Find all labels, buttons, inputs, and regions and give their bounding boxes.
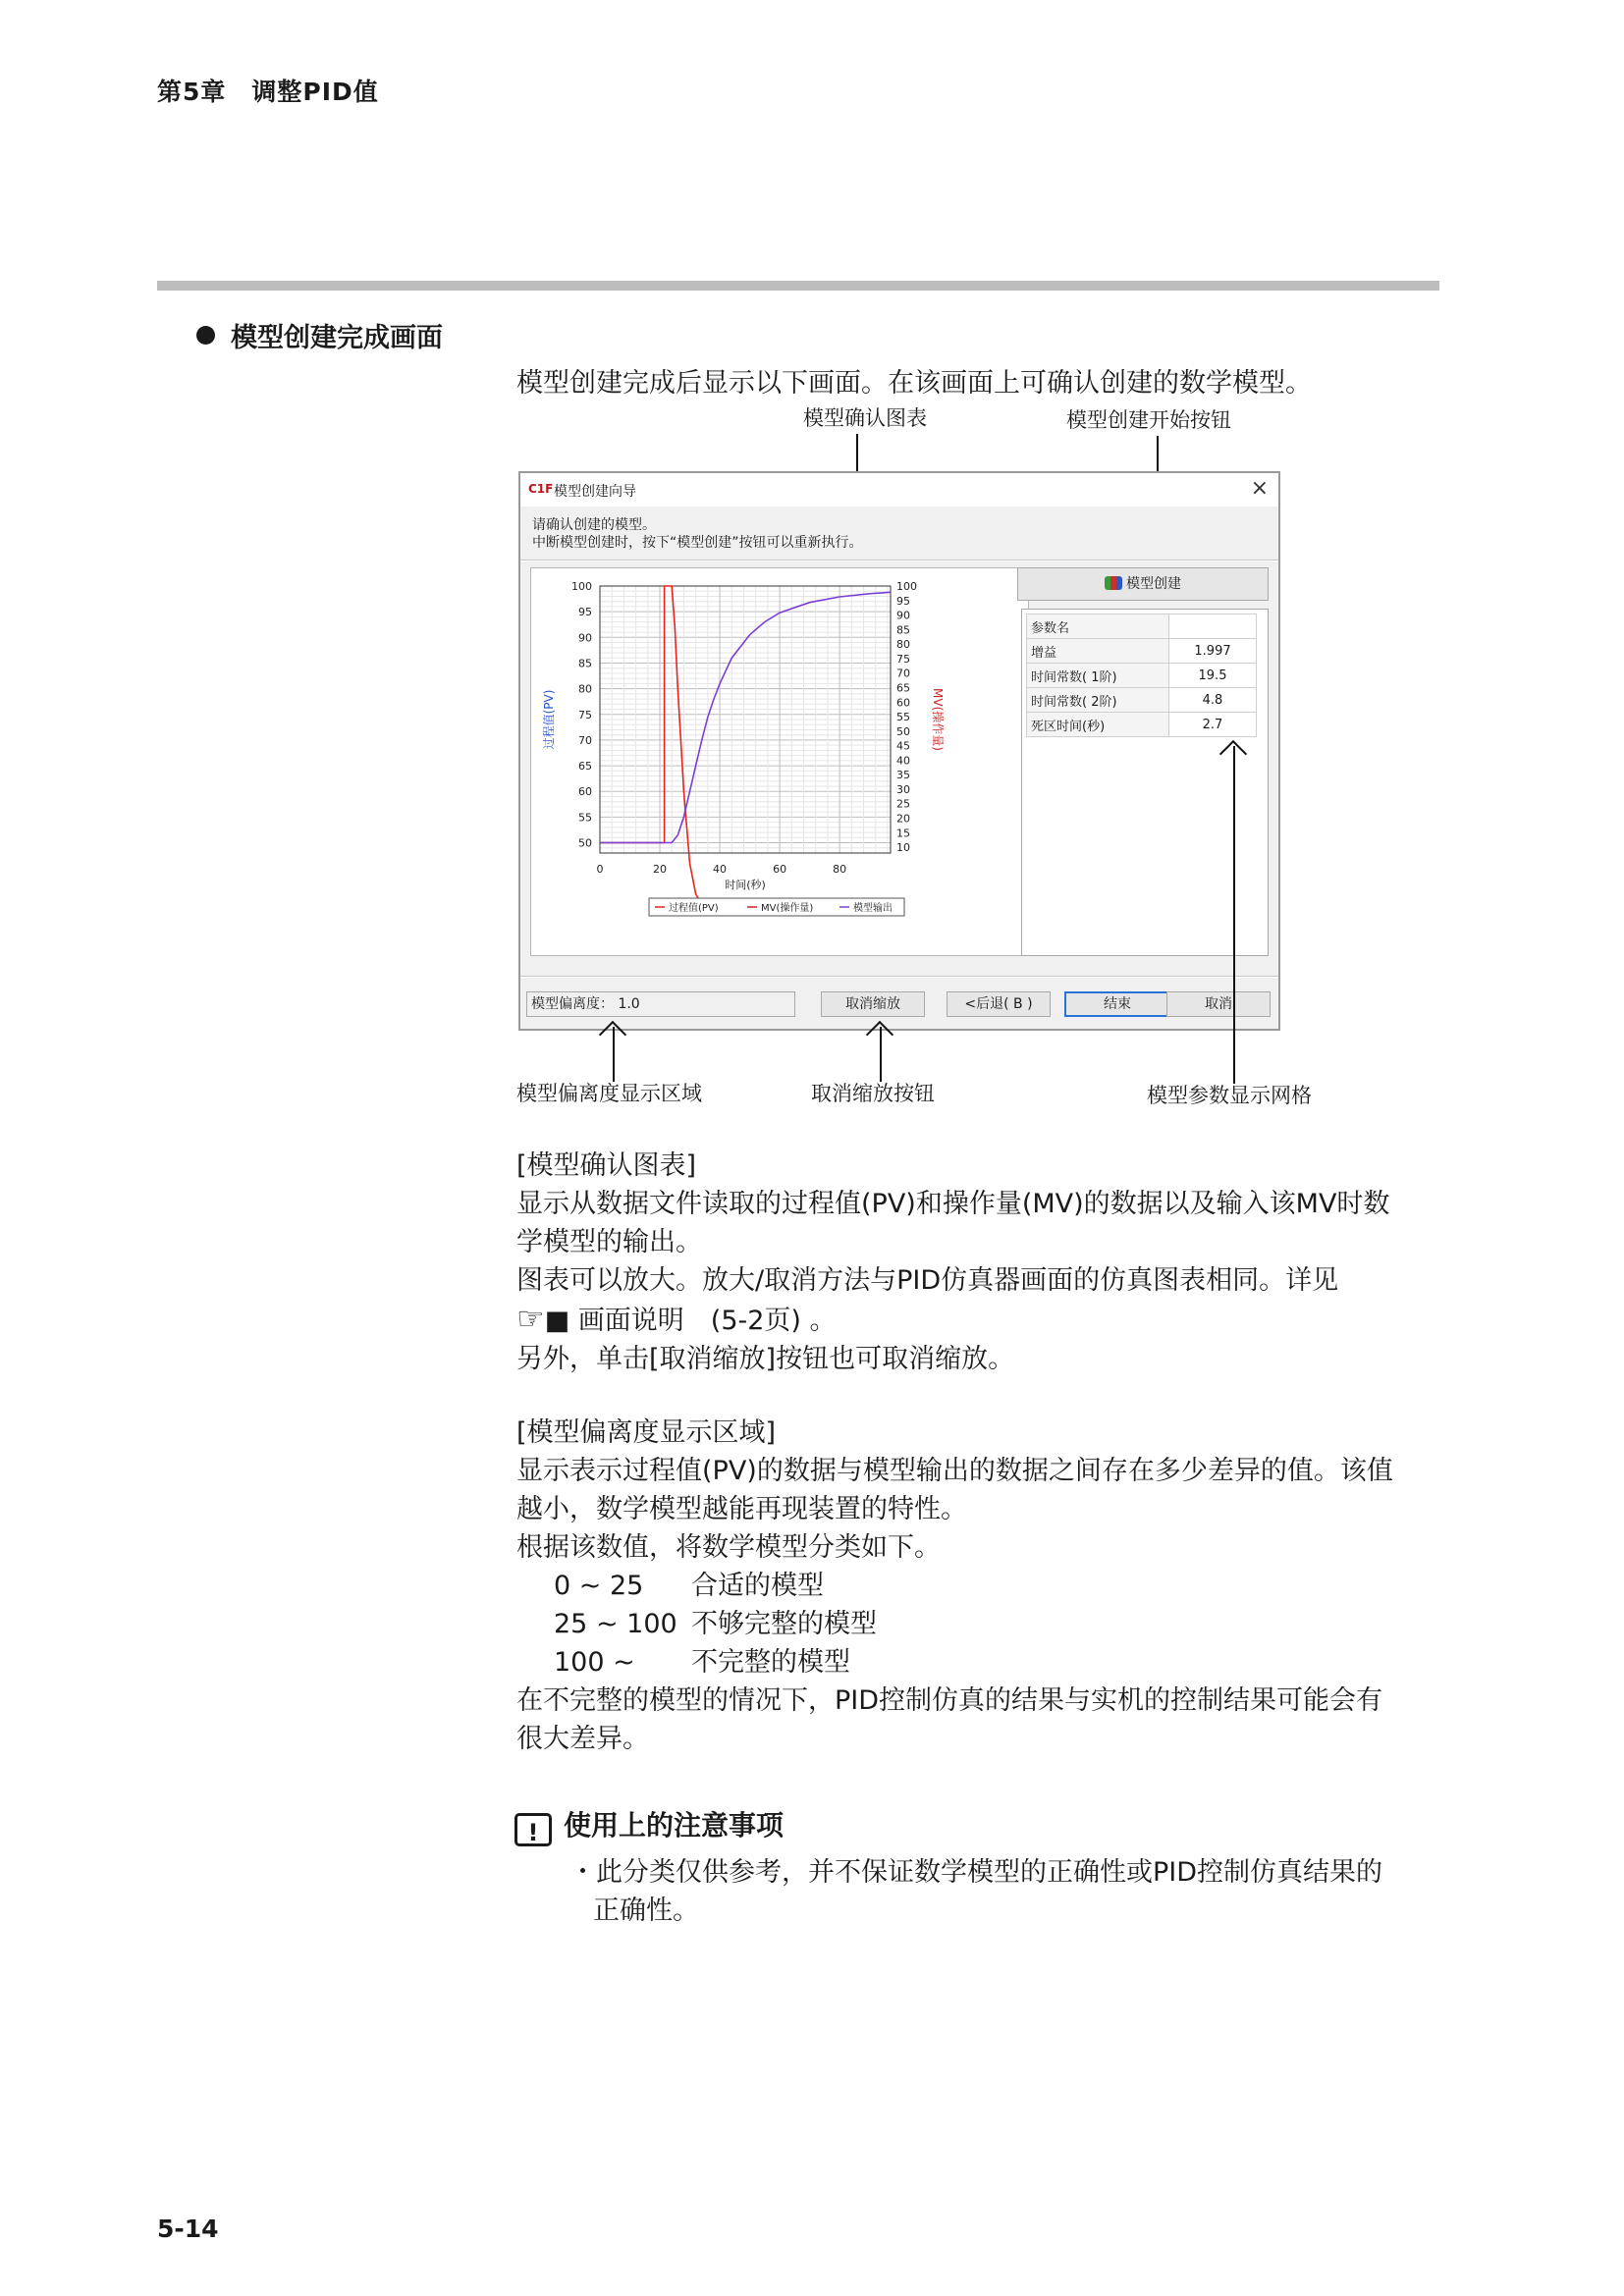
dialog-message-1: 请确认创建的模型。 <box>532 517 656 533</box>
deviation-description <box>516 1414 1449 1758</box>
y-tick-left: 70 <box>578 733 592 747</box>
table-row <box>1027 664 1257 688</box>
chart-line-1: 显示从数据文件读取的过程值(PV)和操作量(MV)的数据以及输入该MV时数 <box>516 1189 1390 1219</box>
y-axis-label-left: 过程值(PV) <box>542 689 556 750</box>
param-table <box>1026 614 1257 737</box>
y-tick-right: 55 <box>896 711 910 724</box>
y-tick-left: 90 <box>578 631 592 645</box>
y-tick-right: 75 <box>896 652 910 666</box>
legend-item: MV(操作量) <box>761 903 814 914</box>
param-value: 4.8 <box>1169 688 1257 713</box>
model-create-button[interactable] <box>1017 567 1269 601</box>
finish-button[interactable]: 结束 <box>1064 991 1170 1017</box>
deviation-line-2: 越小，数学模型越能再现装置的特性。 <box>516 1494 967 1524</box>
note-title <box>514 1804 784 1846</box>
y-tick-right: 95 <box>896 594 910 608</box>
x-tick: 60 <box>773 863 787 876</box>
param-name: 增益 <box>1027 639 1169 664</box>
chart-description <box>516 1147 1449 1378</box>
page-number: 5-14 <box>157 2215 219 2243</box>
note-bullet-line-2: 正确性。 <box>593 1896 699 1926</box>
callout-param-arrow <box>1233 746 1235 1084</box>
y-tick-left: 100 <box>571 580 592 593</box>
y-tick-right: 70 <box>896 667 910 680</box>
bullet-dot-icon <box>196 326 215 345</box>
range-row <box>516 1605 1449 1643</box>
range-label: 合适的模型 <box>691 1571 824 1601</box>
x-axis-label: 时间(秒) <box>725 879 766 891</box>
chart-line-5: 另外，单击[取消缩放]按钮也可取消缩放。 <box>516 1344 1015 1374</box>
note-bullet <box>569 1853 1382 1930</box>
deviation-line-3: 根据该数值，将数学模型分类如下。 <box>516 1532 941 1563</box>
range-row <box>516 1643 1449 1682</box>
dialog-separator <box>520 976 1278 978</box>
deviation-line-1: 显示表示过程值(PV)的数据与模型输出的数据之间存在多少差异的值。该值 <box>516 1456 1393 1486</box>
deviation-heading: [模型偏离度显示区域] <box>516 1417 777 1448</box>
x-tick: 40 <box>713 863 728 876</box>
model-create-icon <box>1105 576 1122 590</box>
deviation-line-8: 很大差异。 <box>516 1724 649 1754</box>
y-tick-right: 100 <box>896 580 917 593</box>
dialog-separator <box>520 560 1278 561</box>
chart-reference <box>516 1300 1449 1340</box>
x-tick: 20 <box>653 863 668 876</box>
y-axis-label-right: MV(操作量) <box>931 688 945 751</box>
param-name: 死区时间(秒) <box>1027 713 1169 737</box>
y-tick-right: 35 <box>896 769 910 782</box>
y-tick-right: 15 <box>896 827 910 840</box>
y-tick-left: 75 <box>578 708 592 721</box>
cancel-zoom-button[interactable]: 取消缩放 <box>821 991 925 1017</box>
model-chart-panel[interactable] <box>530 567 1029 956</box>
param-name: 时间常数( 2阶) <box>1027 688 1169 713</box>
callout-chart: 模型确认图表 <box>803 406 927 430</box>
deviation-value: 1.0 <box>618 996 640 1012</box>
y-tick-right: 90 <box>896 609 910 622</box>
model-wizard-dialog <box>518 471 1280 1031</box>
param-value: 2.7 <box>1169 713 1257 737</box>
y-tick-right: 25 <box>896 797 910 811</box>
section-intro: 模型创建完成后显示以下画面。在该画面上可确认创建的数学模型。 <box>516 368 1312 399</box>
note-bullet-line-1: ・此分类仅供参考，并不保证数学模型的正确性或PID控制仿真结果的 <box>569 1857 1383 1888</box>
table-row <box>1027 713 1257 737</box>
x-tick: 80 <box>833 863 847 876</box>
y-tick-right: 85 <box>896 623 910 637</box>
param-header: 参数名 <box>1027 614 1169 639</box>
y-tick-right: 65 <box>896 681 910 695</box>
chart-line-2: 学模型的输出。 <box>516 1227 702 1257</box>
range-label: 不够完整的模型 <box>691 1609 877 1639</box>
param-name: 时间常数( 1阶) <box>1027 664 1169 688</box>
chart-heading: [模型确认图表] <box>516 1150 697 1181</box>
app-logo: C1F <box>528 482 554 496</box>
model-deviation-display <box>526 991 795 1017</box>
section-title <box>196 316 443 354</box>
caution-icon: ! <box>514 1813 552 1846</box>
y-tick-left: 95 <box>578 606 592 619</box>
callout-deviation: 模型偏离度显示区域 <box>516 1082 702 1105</box>
section-title-text: 模型创建完成画面 <box>231 323 443 353</box>
series-line-2 <box>600 592 891 842</box>
legend-item: 过程值(PV) <box>669 903 719 914</box>
deviation-label: 模型偏离度： <box>531 996 614 1012</box>
y-tick-left: 85 <box>578 657 592 670</box>
y-tick-right: 20 <box>896 812 910 826</box>
y-tick-left: 65 <box>578 760 592 774</box>
y-tick-right: 30 <box>896 782 910 796</box>
y-tick-left: 50 <box>578 836 592 850</box>
range-value: 0 ~ 25 <box>554 1571 644 1601</box>
dialog-message-2: 中断模型创建时，按下“模型创建”按钮可以重新执行。 <box>532 535 863 551</box>
y-tick-left: 60 <box>578 785 592 799</box>
y-tick-right: 10 <box>896 841 910 855</box>
callout-create-button: 模型创建开始按钮 <box>1066 408 1231 432</box>
legend-item: 模型输出 <box>853 903 893 914</box>
y-tick-right: 60 <box>896 696 910 710</box>
param-value: 1.997 <box>1169 639 1257 664</box>
reference-link[interactable]: ■ 画面说明 (5-2页) 。 <box>544 1306 837 1336</box>
section-rule <box>157 281 1439 291</box>
range-label: 不完整的模型 <box>691 1647 850 1678</box>
callout-param-grid: 模型参数显示网格 <box>1147 1084 1312 1107</box>
deviation-line-7: 在不完整的模型的情况下，PID控制仿真的结果与实机的控制结果可能会有 <box>516 1685 1383 1716</box>
chapter-header: 第5章 调整PID值 <box>157 78 379 106</box>
pointing-hand-icon: ☞ <box>516 1300 545 1337</box>
model-create-label: 模型创建 <box>1126 576 1181 592</box>
chart-line-3: 图表可以放大。放大/取消方法与PID仿真器画面的仿真图表相同。详见 <box>516 1265 1339 1296</box>
callout-cancel-zoom: 取消缩放按钮 <box>811 1082 935 1105</box>
y-tick-right: 80 <box>896 638 910 652</box>
table-row <box>1027 614 1257 639</box>
range-value: 100 ~ <box>554 1647 635 1678</box>
y-tick-right: 50 <box>896 724 910 738</box>
dialog-title: 模型创建向导 <box>554 484 636 500</box>
model-chart[interactable] <box>531 568 1028 955</box>
y-tick-left: 55 <box>578 811 592 825</box>
y-tick-left: 80 <box>578 682 592 696</box>
back-button[interactable]: <后退( B ) <box>947 991 1051 1017</box>
y-tick-right: 40 <box>896 754 910 768</box>
range-value: 25 ~ 100 <box>554 1609 677 1639</box>
x-tick: 0 <box>596 863 604 876</box>
param-value: 19.5 <box>1169 664 1257 688</box>
dialog-titlebar <box>520 473 1278 507</box>
param-grid <box>1021 609 1269 956</box>
close-icon[interactable]: × <box>1250 476 1269 501</box>
y-tick-right: 45 <box>896 739 910 753</box>
table-row <box>1027 688 1257 713</box>
table-row <box>1027 639 1257 664</box>
param-header-value <box>1169 614 1257 639</box>
note-title-text: 使用上的注意事项 <box>564 1809 785 1842</box>
cancel-button[interactable]: 取消 <box>1166 991 1271 1017</box>
range-row <box>516 1567 1449 1605</box>
